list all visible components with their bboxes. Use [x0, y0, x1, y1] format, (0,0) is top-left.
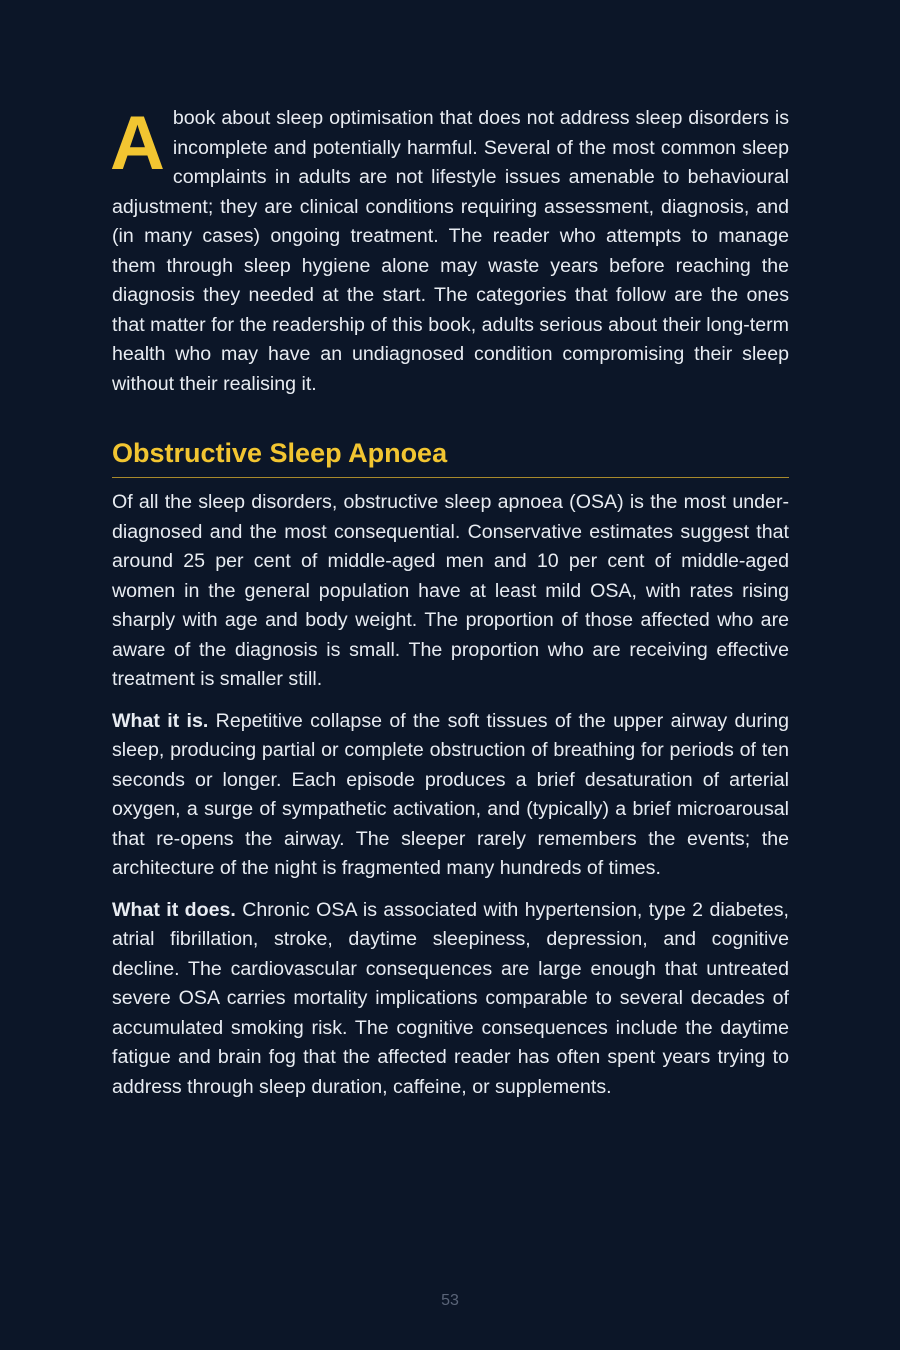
intro-text: book about sleep optimisation that does not address sleep disorders is incomplete and potentially harmful. Several of the most common sleep complaints in adults are not lifestyle issues amenable to behavioural adjustment; they are clinical conditions requiring assessment, diagnosis, and (in many cases) ongoing treatment. The reader who attempts to manage them through sleep hygiene alone may waste years before reaching the diagnosis they needed at the start. The categories that follow are the ones that matter for the readership of this book, adults serious about their long-term health who may have an undiagnosed condition compromising their sleep without their realising it. [112, 107, 789, 395]
what-it-does-paragraph [112, 896, 789, 1103]
page-content [110, 101, 789, 1114]
what-it-is-paragraph [112, 707, 789, 884]
what-it-does-lead: What it does. [112, 898, 236, 921]
what-it-does-text: Chronic OSA is associated with hypertension, type 2 diabetes, atrial fibrillation, stroke, daytime sleepiness, depression, and cognitive decline. The cardiovascular consequences are large enough that untreated severe OSA carries mortality implications comparable to several decades of accumulated smoking risk. The cognitive consequences include the daytime fatigue and brain fog that the affected reader has often spent years trying to address through sleep duration, caffeine, or supplements. [112, 898, 789, 1098]
drop-cap: A [110, 101, 165, 186]
section-heading: Obstructive Sleep Apnoea [112, 437, 789, 478]
section-paragraph: Of all the sleep disorders, obstructive sleep apnoea (OSA) is the most under-diagnosed and the most consequential. Conservative estimates suggest that around 25 per cent of middle-aged men and 10 per cent of middle-aged women in the general population have at least mild OSA, with rates rising sharply with age and body weight. The proportion of those affected who are aware of the diagnosis is small. The proportion who are receiving effective treatment is smaller still. [112, 491, 789, 690]
what-it-is-text: Repetitive collapse of the soft tissues of the upper airway during sleep, producing partial or complete obstruction of breathing for periods of ten seconds or longer. Each episode produces a brief desaturation of arterial oxygen, a surge of sympathetic activation, and (typically) a brief microarousal that re-opens the airway. The sleeper rarely remembers the events; the architecture of the night is fragmented many hundreds of times. [112, 709, 789, 879]
what-it-is-lead: What it is. [112, 709, 209, 732]
intro-paragraph [110, 101, 789, 399]
page-number: 53 [441, 1292, 459, 1309]
